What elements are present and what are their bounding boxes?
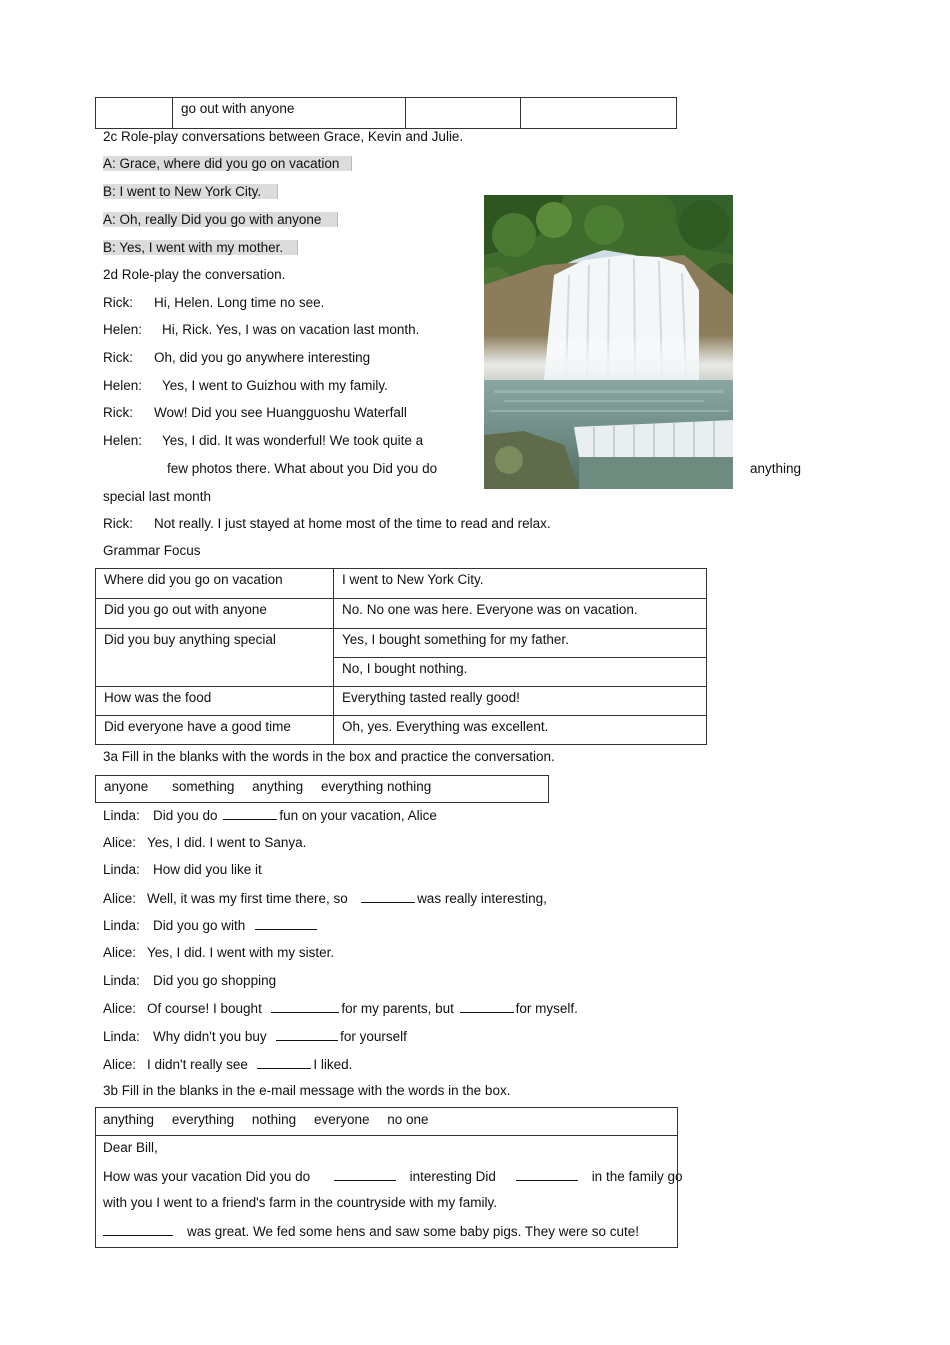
answer-blank[interactable]	[460, 1000, 514, 1013]
word-box-item: anything	[252, 779, 304, 794]
grammar-question: How was the food	[96, 687, 334, 716]
grammar-answer: I went to New York City.	[334, 569, 707, 599]
answer-blank[interactable]	[271, 1000, 339, 1013]
dialogue-line: Alice: Of course! I bought for my parents, but for myself.	[103, 1001, 578, 1016]
grammar-answer: No. No one was here. Everyone was on vacation.	[334, 599, 707, 629]
dialogue-line: Rick: Wow! Did you see Huangguoshu Waterfall	[103, 405, 407, 420]
answer-blank[interactable]	[103, 1223, 173, 1236]
dialogue-line: Rick: Not really. I just stayed at home most of the time to read and relax.	[103, 516, 551, 531]
top-table-cell	[521, 98, 677, 129]
dialogue-line: Linda: Did you go shopping	[103, 973, 277, 988]
grammar-question: Did you go out with anyone	[96, 599, 334, 629]
top-table-cell	[96, 98, 173, 129]
dialogue-line: Helen: Hi, Rick. Yes, I was on vacation last month.	[103, 322, 420, 337]
section-2c-title: 2c Role-play conversations between Grace, Kevin and Julie.	[103, 129, 464, 144]
waterfall-image	[484, 195, 733, 489]
answer-blank[interactable]	[255, 917, 317, 930]
top-table	[95, 97, 677, 129]
dialogue-line: Rick: Oh, did you go anywhere interesting	[103, 350, 371, 365]
answer-blank[interactable]	[361, 890, 415, 903]
dialogue-line: Linda: Did you go with	[103, 917, 319, 933]
word-box-item: everything	[171, 1112, 235, 1127]
answer-blank[interactable]	[223, 807, 277, 820]
word-box-3a	[95, 775, 549, 803]
dialogue-line: Alice: I didn't really see I liked.	[103, 1057, 353, 1072]
grammar-focus-title: Grammar Focus	[103, 543, 201, 558]
grammar-table	[95, 568, 707, 745]
dialogue-line: Helen: Yes, I went to Guizhou with my family.	[103, 378, 388, 393]
dialogue-line: A: Oh, really Did you go with anyone	[103, 212, 338, 227]
top-table-cell	[406, 98, 521, 129]
email-line: was great. We fed some hens and saw some baby pigs. They were so cute!	[103, 1223, 653, 1239]
email-line: with you I went to a friend's farm in the countryside with my family.	[103, 1195, 497, 1210]
word-box-item: anyone	[104, 779, 149, 794]
answer-blank[interactable]	[276, 1028, 338, 1041]
dialogue-line: B: I went to New York City.	[103, 184, 278, 199]
email-line: How was your vacation Did you do interesting Did in the family go	[103, 1169, 683, 1184]
dialogue-line: Alice: Well, it was my first time there, so was really interesting,	[103, 891, 547, 906]
answer-blank[interactable]	[516, 1168, 578, 1181]
answer-blank[interactable]	[257, 1056, 311, 1069]
word-box-item: no one	[387, 1112, 429, 1127]
section-2d-title: 2d Role-play the conversation.	[103, 267, 286, 282]
word-box-item: nothing	[251, 1112, 297, 1127]
word-box-item: something	[172, 779, 235, 794]
grammar-answer: No, I bought nothing.	[334, 658, 707, 687]
section-3a-title: 3a Fill in the blanks with the words in the box and practice the conversation.	[103, 749, 555, 764]
grammar-answer: Everything tasted really good!	[334, 687, 707, 716]
dialogue-line: Helen: Yes, I did. It was wonderful! We took quite a	[103, 433, 424, 448]
dialogue-line: Alice: Yes, I did. I went with my sister.	[103, 945, 335, 960]
section-3b-title: 3b Fill in the blanks in the e-mail message with the words in the box.	[103, 1083, 511, 1098]
dialogue-line: Alice: Yes, I did. I went to Sanya.	[103, 835, 307, 850]
word-box-item: everyone	[313, 1112, 370, 1127]
dialogue-line: Linda: Why didn't you buy for yourself	[103, 1029, 407, 1044]
dialogue-line: A: Grace, where did you go on vacation	[103, 156, 352, 171]
answer-blank[interactable]	[334, 1168, 396, 1181]
word-box-item: everything nothing	[320, 779, 432, 794]
dialogue-line: B: Yes, I went with my mother.	[103, 240, 298, 255]
grammar-question: Did everyone have a good time	[96, 716, 334, 745]
email-greeting: Dear Bill,	[103, 1140, 158, 1155]
email-box	[95, 1107, 683, 1248]
divider	[96, 1135, 677, 1136]
dialogue-line: Linda: Did you do fun on your vacation, Alice	[103, 808, 437, 823]
dialogue-line: Linda: How did you like it	[103, 862, 262, 877]
dialogue-line: Rick: Hi, Helen. Long time no see.	[103, 295, 325, 310]
dialogue-continuation: few photos there. What about you Did you do	[167, 461, 438, 476]
word-box-item: anything	[103, 1112, 155, 1127]
dialogue-continuation: special last month	[103, 489, 212, 504]
grammar-question: Where did you go on vacation	[96, 569, 334, 599]
top-table-cell: go out with anyone	[173, 98, 406, 129]
dialogue-continuation-right: anything	[750, 461, 802, 476]
grammar-question: Did you buy anything special	[96, 629, 334, 687]
grammar-answer: Yes, I bought something for my father.	[334, 629, 707, 658]
grammar-answer: Oh, yes. Everything was excellent.	[334, 716, 707, 745]
